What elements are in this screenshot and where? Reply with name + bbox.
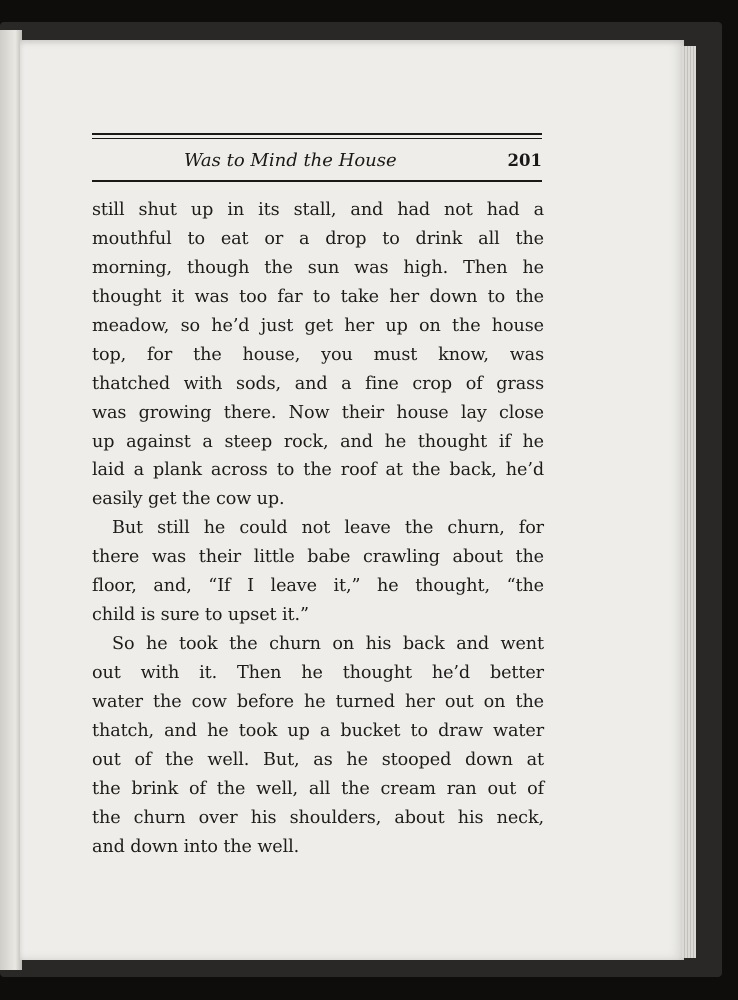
text-line: was growing there. Now their house lay close	[92, 402, 544, 423]
text-line: out of the well. But, as he stooped down at	[92, 749, 544, 770]
header-top-rule-thin	[92, 138, 542, 139]
text-line: morning, though the sun was high. Then he	[92, 257, 544, 278]
text-line: up against a steep rock, and he thought if he	[92, 431, 544, 452]
text-line: still shut up in its stall, and had not had a	[92, 200, 544, 220]
paragraph-2	[92, 514, 544, 630]
text-line: meadow, so he’d just get her up on the house	[92, 315, 544, 336]
page-edges	[682, 46, 696, 958]
text-line: mouthful to eat or a drop to drink all the	[92, 228, 544, 249]
paragraph-1	[92, 196, 544, 514]
text-line: thatch, and he took up a bucket to draw water	[92, 720, 544, 741]
header-bottom-rule	[92, 180, 542, 182]
text-line: top, for the house, you must know, was	[92, 344, 544, 365]
text-line: easily get the cow up.	[92, 489, 285, 510]
running-header	[92, 148, 542, 178]
text-line: out with it. Then he thought he’d better	[92, 663, 544, 683]
book-spine	[0, 30, 22, 970]
text-line: there was their little babe crawling about the	[92, 547, 544, 568]
text-line: laid a plank across to the roof at the back, he’d	[92, 460, 544, 481]
text-line: So he took the churn on his back and went	[112, 634, 544, 655]
running-title: Was to Mind the House	[184, 150, 397, 171]
text-line: the churn over his shoulders, about his neck,	[92, 807, 544, 828]
text-line: and down into the well.	[92, 836, 300, 857]
text-line: water the cow before he turned her out on the	[92, 691, 544, 712]
text-line: the brink of the well, all the cream ran out of	[92, 778, 544, 799]
text-line: floor, and, “If I leave it,” he thought, “the	[92, 576, 544, 597]
text-line: But still he could not leave the churn, for	[112, 518, 544, 539]
page-number: 201	[507, 151, 542, 170]
text-line: thought it was too far to take her down to the	[92, 286, 544, 307]
body-text	[92, 196, 544, 862]
header-top-rule-thick	[92, 133, 542, 135]
text-line: child is sure to upset it.”	[92, 605, 309, 626]
text-line: thatched with sods, and a fine crop of grass	[92, 373, 544, 394]
paragraph-3	[92, 630, 544, 862]
